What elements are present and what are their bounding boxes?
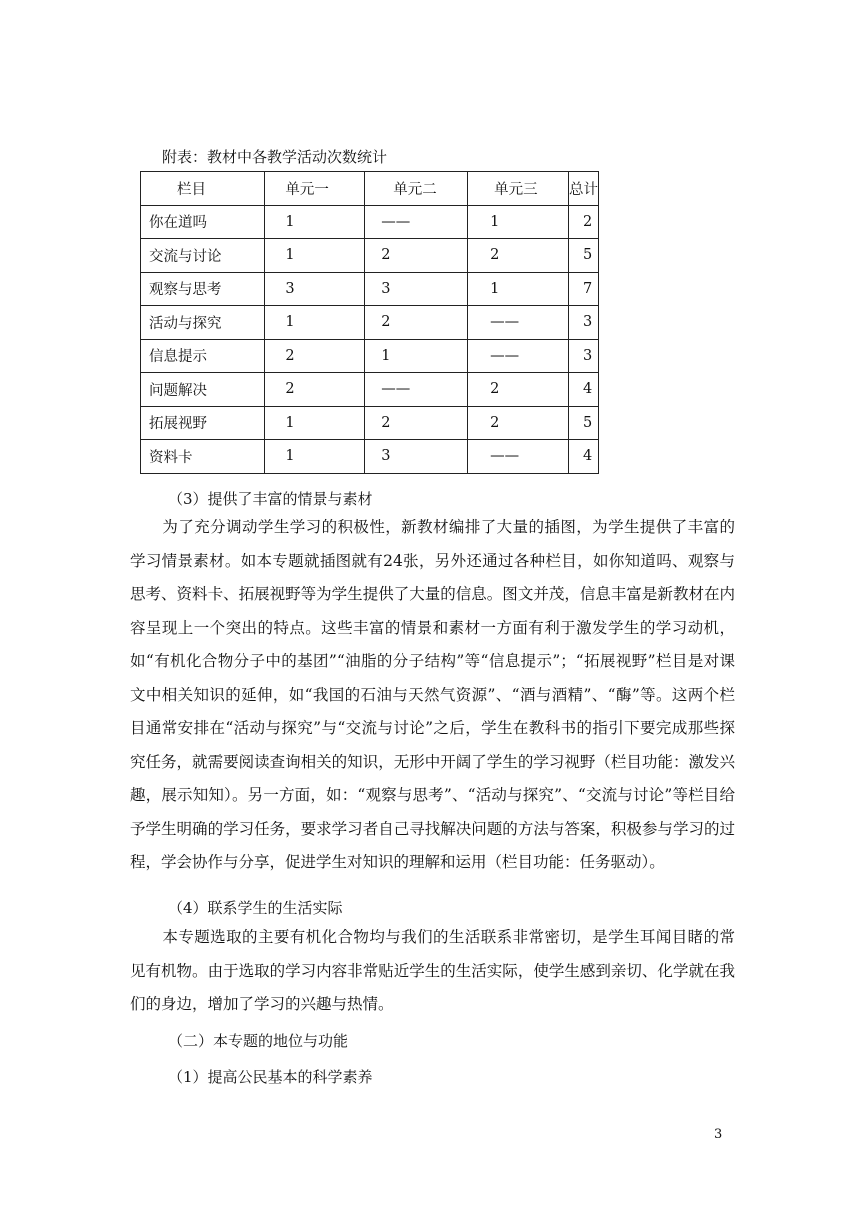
table-cell: 1 <box>265 440 365 474</box>
table-header-cell: 栏目 <box>141 172 265 206</box>
table-cell: 交流与讨论 <box>141 239 265 273</box>
table-row <box>141 272 599 306</box>
table-header-cell: 单元三 <box>468 172 569 206</box>
table-cell: 5 <box>569 239 599 273</box>
table-cell: 你在道吗 <box>141 205 265 239</box>
table-cell: 信息提示 <box>141 339 265 373</box>
table-cell: —— <box>468 440 569 474</box>
table-cell: 5 <box>569 406 599 440</box>
table-cell: 2 <box>468 239 569 273</box>
table-row <box>141 406 599 440</box>
table-row <box>141 306 599 340</box>
table-cell: —— <box>365 373 468 407</box>
table-cell: 2 <box>265 339 365 373</box>
table-row <box>141 440 599 474</box>
table-cell: 1 <box>468 205 569 239</box>
table-cell: 2 <box>468 373 569 407</box>
table-cell: 3 <box>365 440 468 474</box>
table-cell: 4 <box>569 373 599 407</box>
table-cell: 1 <box>265 239 365 273</box>
paragraph-4-text: 本专题选取的主要有机化合物均与我们的生活联系非常密切，是学生耳闻目睹的常见有机物。由于选取的学习内容非常贴近学生的生活实际，使学生感到亲切、化学就在我们的身边，增加了学习的兴趣与热情。 <box>130 928 735 1013</box>
table-cell: 1 <box>265 205 365 239</box>
paragraph-3 <box>130 511 735 880</box>
heading-4: （4）联系学生的生活实际 <box>168 899 343 917</box>
table-cell: 2 <box>365 239 468 273</box>
table-cell: 2 <box>468 406 569 440</box>
table-cell: 1 <box>468 272 569 306</box>
table-cell: 1 <box>365 339 468 373</box>
table-cell: 2 <box>265 373 365 407</box>
table-cell: 活动与探究 <box>141 306 265 340</box>
table-cell: 拓展视野 <box>141 406 265 440</box>
table-caption: 附表：教材中各教学活动次数统计 <box>162 148 388 166</box>
table-row <box>141 205 599 239</box>
paragraph-3-text: 为了充分调动学生学习的积极性，新教材编排了大量的插图，为学生提供了丰富的学习情景素材。如本专题就插图就有24张，另外还通过各种栏目，如你知道吗、观察与思考、资料卡、拓展视野等为学生提供了大量的信息。图文并茂，信息丰富是新教材在内容呈现上一个突出的特点。这些丰富的情景和素材一方面有利于激发学生的学习动机，如“有机化合物分子中的基团”“油脂的分子结构”等“信息提示”；“拓展视野”栏目是对课文中相关知识的延伸，如“我国的石油与天然气资源”、“酒与酒精”、“酶”等。这两个栏目通常安排在“活动与探究”与“交流与讨论”之后，学生在教科书的指引下要完成那些探究任务，就需要阅读查询相关的知识，无形中开阔了学生的学习视野（栏目功能：激发兴趣，展示知知）。另一方面，如：“观察与思考”、“活动与探究”、“交流与讨论”等栏目给予学生明确的学习任务，要求学习者自己寻找解决问题的方法与答案，积极参与学习的过程，学会协作与分享，促进学生对知识的理解和运用（栏目功能：任务驱动）。 <box>130 518 735 871</box>
page-number: 3 <box>714 1127 723 1142</box>
table-cell: 观察与思考 <box>141 272 265 306</box>
table-cell: —— <box>468 339 569 373</box>
activity-stats-table <box>140 171 599 474</box>
table-header-cell: 单元一 <box>265 172 365 206</box>
table-header-row <box>141 172 599 206</box>
table-cell: 2 <box>365 406 468 440</box>
table-cell: 问题解决 <box>141 373 265 407</box>
table-cell: —— <box>468 306 569 340</box>
table-cell: 2 <box>569 205 599 239</box>
section-2-heading: （二）本专题的地位与功能 <box>168 1032 349 1050</box>
table-row <box>141 373 599 407</box>
table-cell: —— <box>365 205 468 239</box>
table-cell: 3 <box>265 272 365 306</box>
paragraph-4 <box>130 921 735 1022</box>
table-row <box>141 239 599 273</box>
table-header-cell: 总计 <box>569 172 599 206</box>
heading-3: （3）提供了丰富的情景与素材 <box>168 490 373 508</box>
table-cell: 4 <box>569 440 599 474</box>
table-row <box>141 339 599 373</box>
section-2-1-heading: （1）提高公民基本的科学素养 <box>168 1068 373 1086</box>
table-cell: 资料卡 <box>141 440 265 474</box>
table-cell: 3 <box>569 339 599 373</box>
table-cell: 1 <box>265 406 365 440</box>
table-header-cell: 单元二 <box>365 172 468 206</box>
table-cell: 3 <box>365 272 468 306</box>
table-cell: 3 <box>569 306 599 340</box>
table-cell: 1 <box>265 306 365 340</box>
table-cell: 7 <box>569 272 599 306</box>
table-cell: 2 <box>365 306 468 340</box>
